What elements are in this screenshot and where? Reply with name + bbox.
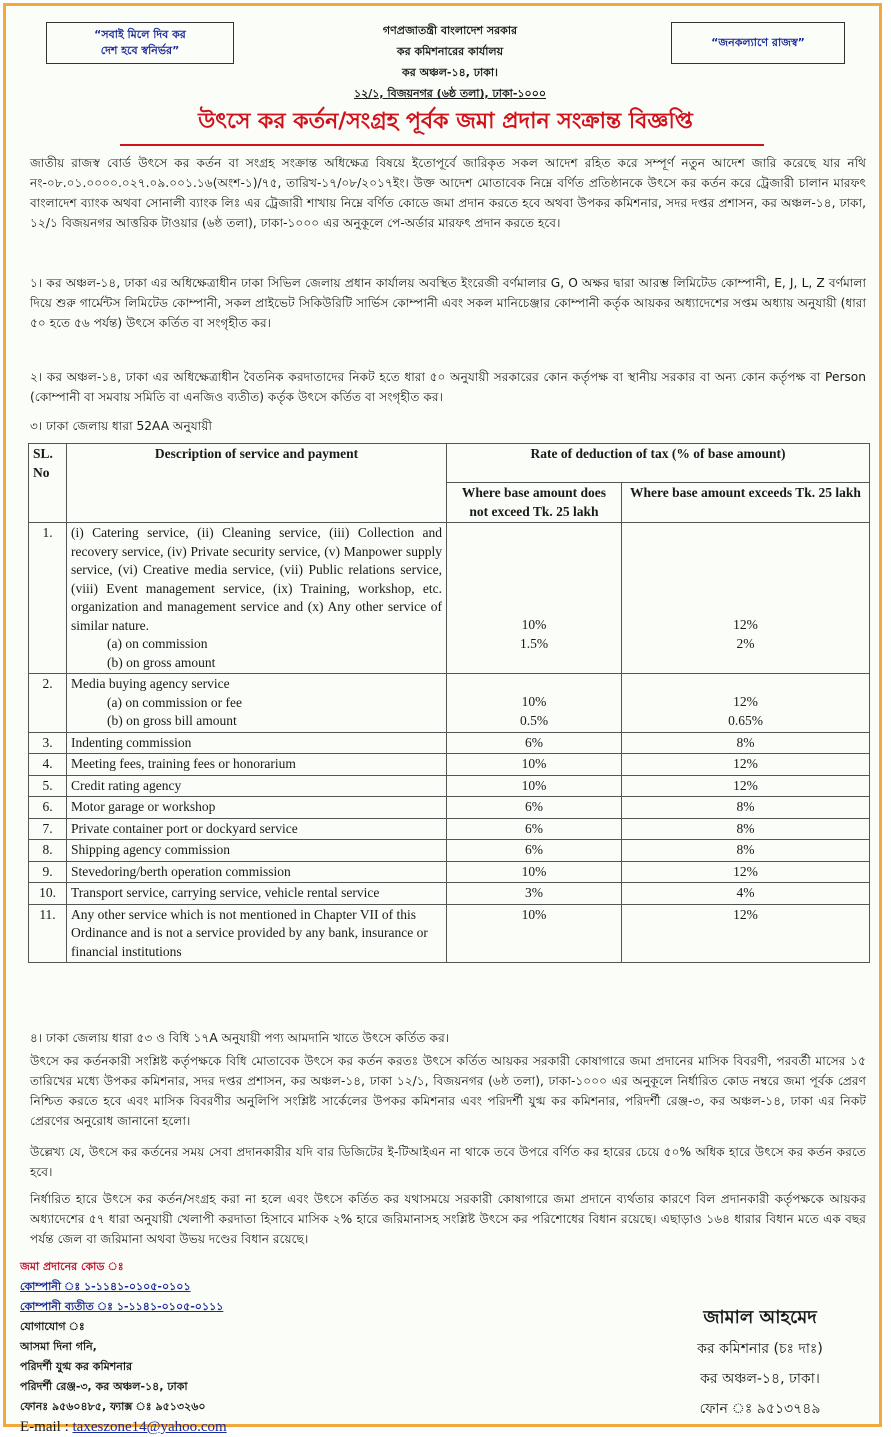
table-row: [29, 904, 870, 963]
rate-a-low: 10%: [521, 617, 547, 632]
row-sl: 5.: [29, 775, 67, 797]
row-sub-a: (a) on commission or fee: [107, 694, 242, 710]
row-rate-low: 6%: [447, 797, 622, 819]
email-label: E-mail :: [20, 1419, 73, 1435]
row-rate-low: 10%: [447, 904, 622, 963]
row-rate-high: [622, 674, 870, 733]
row-rate-low: [447, 674, 622, 733]
table-row: [29, 797, 870, 819]
row-rate-high: 12%: [622, 775, 870, 797]
row-rate-low: 6%: [447, 732, 622, 754]
slogan-box-left: [46, 22, 234, 64]
contact-designation: পরিদর্শী যুগ্ম কর কমিশনার: [20, 1360, 133, 1373]
row-rate-low: [447, 523, 622, 674]
row-sl: 7.: [29, 818, 67, 840]
office-name: কর কমিশনারের কার্যালয়: [396, 45, 504, 58]
header-rate: Rate of deduction of tax (% of base amount): [447, 444, 870, 483]
email-link[interactable]: taxeszone14@yahoo.com: [72, 1419, 227, 1435]
codes-title: জমা প্রদানের কোড ঃ: [20, 1260, 124, 1273]
rate-b-low: 1.5%: [519, 635, 549, 651]
row-description-text: Media buying agency service: [71, 676, 230, 691]
row-rate-high: 12%: [622, 904, 870, 963]
contact-name: আসমা দিনা গনি,: [20, 1340, 97, 1353]
table-row: [29, 775, 870, 797]
table-row: [29, 861, 870, 883]
row-sl: 11.: [29, 904, 67, 963]
row-sl: 10.: [29, 883, 67, 905]
point-4: ৪। ঢাকা জেলায় ধারা ৫৩ ও বিধি ১৭A অনুযায়ী পণ্য আমদানি খাতে উৎসে কর্তিত কর।: [30, 1031, 450, 1045]
point-3: ৩। ঢাকা জেলায় ধারা 52AA অনুযায়ী: [30, 419, 212, 433]
row-rate-low: 3%: [447, 883, 622, 905]
row-description: Credit rating agency: [67, 775, 447, 797]
row-rate-low: 6%: [447, 840, 622, 862]
row-sl: 6.: [29, 797, 67, 819]
row-rate-low: 6%: [447, 818, 622, 840]
row-sl: 8.: [29, 840, 67, 862]
contact-range: পরিদর্শী রেঞ্জ-৩, কর অঞ্চল-১৪, ঢাকা: [20, 1380, 188, 1393]
row-description: [67, 523, 447, 674]
row-rate-high: 8%: [622, 797, 870, 819]
title-underline: [120, 144, 764, 146]
row-description: [67, 674, 447, 733]
table-row: [29, 732, 870, 754]
tax-rate-table: [28, 443, 870, 963]
row-rate-high: [622, 523, 870, 674]
row-rate-high: 8%: [622, 818, 870, 840]
row-description: Shipping agency commission: [67, 840, 447, 862]
row-rate-low: 10%: [447, 775, 622, 797]
row-description: Meeting fees, training fees or honorarium: [67, 754, 447, 776]
row-description-text: (i) Catering service, (ii) Cleaning service, (iii) Collection and recovery service, (iv) Private security service, (v) Manpower supply service, (vi) Creative media service, (vii) Public relations service, (viii) Event management service, (ix) Training, workshop, etc. organization and management service and (x) Any other service of similar nature.: [71, 525, 442, 633]
contact-email-line: [20, 1417, 420, 1437]
intro-paragraph: জাতীয় রাজস্ব বোর্ড উৎসে কর কর্তন বা সংগ্রহ সংক্রান্ত অধিক্ষেত্র বিষয়ে ইতোপূর্বে জারিকৃত সকল আদেশ রহিত করে সম্পূর্ণ নতুন আদেশ জারি করেছে যার নথি নং-০৮.০১.০০০০.০২৭.০৯.০০১.১৬(অংশ-১)/৭৫, তারিখ-১৭/০৮/২০১৭ইং। উক্ত আদেশ মোতাবেক নিম্নে বর্ণিত প্রতিষ্ঠানকে উৎসে কর কর্তন করে ট্রেজারী চালান মারফৎ বাংলাদেশ ব্যাংক অথবা সোনালী ব্যাংক লিঃ এর ট্রেজারী শাখায় নিম্নে বর্ণিত কোডে জমা প্রদান করতে হবে অথবা উপকর কমিশনার, সদর দপ্তর প্রশাসন, কর অঞ্চল-১৪, ঢাকা, ১২/১ বিজয়নগর আত্তরিক টাওয়ার (৬ষ্ঠ তলা), ঢাকা-১০০০ এর অনুকূলে পে-অর্ডার মারফৎ প্রদান করতে হবে।: [30, 156, 866, 230]
row-sl: 2.: [29, 674, 67, 733]
table-row: [29, 818, 870, 840]
row-sl: 9.: [29, 861, 67, 883]
row-description: Any other service which is not mentioned in Chapter VII of this Ordinance and is not a service provided by any bank, insurance or financial institutions: [67, 904, 447, 963]
rate-a-high: 12%: [733, 694, 758, 709]
rate-b-low: 0.5%: [519, 712, 549, 728]
point-2: ২। কর অঞ্চল-১৪, ঢাকা এর অধিক্ষেত্রাধীন বৈতনিক করদাতাদের নিকট হতে ধারা ৫০ অনুযায়ী সরকারের কোন কর্তৃপক্ষ বা স্থানীয় সরকার বা অন্য কোন কর্তৃপক্ষ বা Person (কোম্পানী বা সমবায় সমিতি বা এনজিও ব্যতীত) কর্তৃক উৎসে কর্তিত বা সংগৃহীত কর।: [30, 370, 866, 404]
row-description: Motor garage or workshop: [67, 797, 447, 819]
row-sl: 4.: [29, 754, 67, 776]
slogan-right-text: “জনকল্যাণে রাজস্ব”: [711, 36, 805, 49]
table-row: [29, 674, 870, 733]
header-not-exceed: Where base amount does not exceed Tk. 25 lakh: [447, 483, 622, 523]
table-row: [29, 523, 870, 674]
penalty-paragraph: নির্ধারিত হারে উৎসে কর কর্তন/সংগ্রহ করা না হলে এবং উৎসে কর্তিত কর যথাসময়ে সরকারী কোষাগারে জমা প্রদানে ব্যর্থতার কারণে বিল প্রদানকারী কর্তৃপক্ষকে আয়কর অধ্যাদেশের ৫৭ ধারা অনুযায়ী খেলাপী করদাতা হিসাবে মাসিক ২% হারে জরিমানাসহ সংশ্লিষ্ট উৎসে কর পরিশোধের বিধান রয়েছে। এছাড়াও ১৬৪ ধারার বিধান মতে এক বছর পর্যন্ত জেল বা জরিমানা অথবা উভয় দণ্ডের বিধান রয়েছে।: [30, 1192, 866, 1246]
office-address: ১২/১, বিজয়নগর (৬ষ্ঠ তলা), ঢাকা-১০০০: [353, 87, 546, 100]
non-company-code: কোম্পানী ব্যতীত ঃ ১-১১৪১-০১০৫-০১১১: [20, 1300, 224, 1313]
contact-label: যোগাযোগ ঃ: [20, 1320, 85, 1333]
header-exceeds: Where base amount exceeds Tk. 25 lakh: [622, 483, 870, 523]
row-sub-a: (a) on commission: [107, 636, 208, 651]
government-header: [250, 20, 650, 104]
row-rate-high: 12%: [622, 754, 870, 776]
table-row: [29, 754, 870, 776]
point-1: ১। কর অঞ্চল-১৪, ঢাকা এর অধিক্ষেত্রাধীন ঢাকা সিভিল জেলায় প্রধান কার্যালয় অবস্থিত ইংরেজী বর্ণমালার G, O অক্ষর দ্বারা আরম্ভ লিমিটেড কোম্পানী, E, J, L, Z বর্ণমালা দিয়ে শুরু গার্মেন্টস লিমিটেড কোম্পানী, সকল প্রাইভেট সিকিউরিটি সার্ভিস কোম্পানী এবং সকল মানিচেঞ্জার কোম্পানী কর্তৃক আয়কর অধ্যাদেশের সপ্তম অধ্যায় অনুযায়ী (ধারা ৫০ হতে ৫৬ পর্যন্ত) উৎসে কর্তিত বা সংগৃহীত কর।: [30, 276, 866, 330]
slogan-box-right: [671, 22, 845, 64]
row-rate-low: 10%: [447, 754, 622, 776]
rate-a-low: 10%: [521, 694, 547, 709]
row-description: Indenting commission: [67, 732, 447, 754]
rate-b-high: 0.65%: [728, 712, 763, 728]
row-rate-high: 12%: [622, 861, 870, 883]
signatory-designation: কর কমিশনার (চঃ দাঃ): [697, 1341, 823, 1357]
rate-b-high: 2%: [736, 635, 755, 651]
rate-a-high: 12%: [733, 617, 758, 632]
row-rate-high: 8%: [622, 840, 870, 862]
table-row: [29, 840, 870, 862]
row-rate-high: 4%: [622, 883, 870, 905]
row-sl: 1.: [29, 523, 67, 674]
row-sl: 3.: [29, 732, 67, 754]
company-code: কোম্পানী ঃ ১-১১৪১-০১০৫-০১০১: [20, 1280, 191, 1293]
row-description: Private container port or dockyard service: [67, 818, 447, 840]
table-header-row: [29, 444, 870, 483]
signatory-name: জামাল আহমেদ: [703, 1307, 817, 1328]
row-description: Stevedoring/berth operation commission: [67, 861, 447, 883]
table-row: [29, 883, 870, 905]
government-name: গণপ্রজাতন্ত্রী বাংলাদেশ সরকার: [382, 24, 518, 37]
row-sub-b: (b) on gross amount: [107, 654, 216, 670]
header-sl: SL. No: [29, 444, 67, 523]
signature-block: [640, 1302, 880, 1424]
row-rate-high: 8%: [622, 732, 870, 754]
monthly-return-paragraph: উৎসে কর কর্তনকারী সংশ্লিষ্ট কর্তৃপক্ষকে বিধি মোতাবেক উৎসে কর কর্তন করতঃ উৎসে কর্তিত আয়কর সরকারী কোষাগারে জমা প্রদানের মাসিক বিবরণী, পরবর্তী মাসের ১৫ তারিখের মধ্যে উপকর কমিশনার, সদর দপ্তর প্রশাসন, কর অঞ্চল-১৪, ঢাকা ১২/১, বিজয়নগর (৬ষ্ঠ তলা), ঢাকা-১০০০ এর অনুকূলে নির্ধারিত কোড নম্বরে জমা পূর্বক প্রেরণ নিশ্চিত করতে হবে এবং মাসিক বিবরণীর অনুলিপি সংশ্লিষ্ট সার্কেলের উপকর কমিশনার এবং পরিদর্শী যুগ্ম কর কমিশনার, পরিদর্শী রেঞ্জ-৩, কর অঞ্চল-১৪, ঢাকা এর নিকট প্রেরণের অনুরোধ জানানো হলো।: [30, 1054, 866, 1128]
tax-zone: কর অঞ্চল-১৪, ঢাকা।: [402, 66, 498, 79]
notice-title: উৎসে কর কর্তন/সংগ্রহ পূর্বক জমা প্রদান সংক্রান্ত বিজ্ঞপ্তি: [198, 109, 693, 134]
contact-phone: ফোনঃ ৯৫৬০৪৮৫, ফ্যাক্স ঃ ৯৫১৩২৬০: [20, 1400, 206, 1413]
slogan-left-line2: দেশ হবে স্বনির্ভর”: [100, 44, 180, 57]
row-sub-b: (b) on gross bill amount: [107, 713, 237, 728]
row-rate-low: 10%: [447, 861, 622, 883]
signatory-zone: কর অঞ্চল-১৪, ঢাকা।: [700, 1371, 820, 1387]
signatory-phone: ফোন ঃ ৯৫১৩৭৪৯: [699, 1401, 821, 1417]
etin-paragraph: উল্লেখ্য যে, উৎসে কর কর্তনের সময় সেবা প্রদানকারীর যদি বার ডিজিটের ই-টিআইএন না থাকে তবে উপরে বর্ণিত কর হারের চেয়ে ৫০% অধিক হারে উৎসে কর কর্তন করতে হবে।: [30, 1145, 866, 1179]
slogan-left-line1: “সবাই মিলে দিব কর: [94, 28, 186, 41]
row-description: Transport service, carrying service, vehicle rental service: [67, 883, 447, 905]
payment-codes-and-contact: [20, 1257, 420, 1437]
header-description: Description of service and payment: [67, 444, 447, 523]
